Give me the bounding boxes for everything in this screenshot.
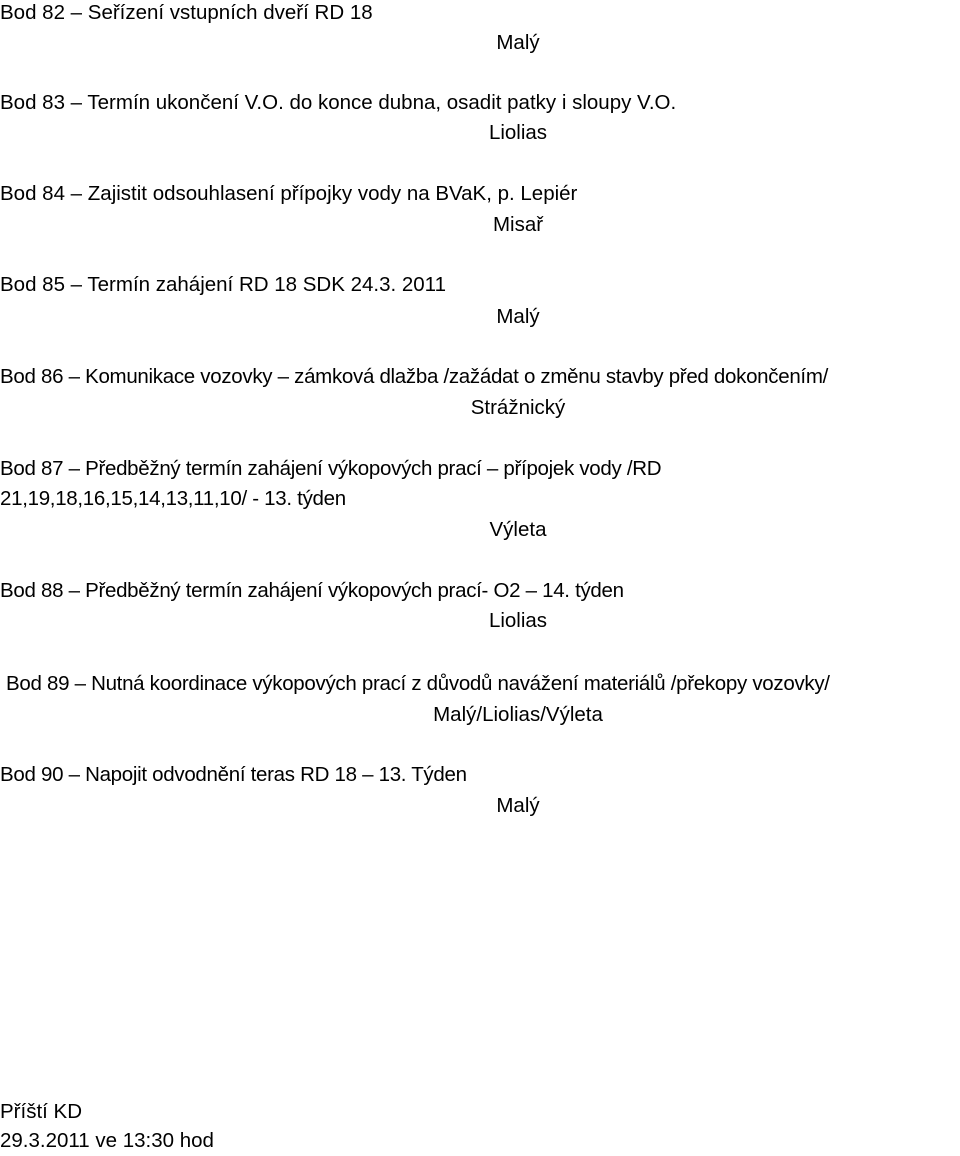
item-82-text: Bod 82 – Seřízení vstupních dveří RD 18 — [0, 1, 373, 24]
item-86-responsible: Strážnický — [470, 396, 566, 419]
item-83-text: Bod 83 – Termín ukončení V.O. do konce dubna, osadit patky i sloupy V.O. — [0, 91, 677, 114]
item-82-responsible: Malý — [496, 31, 540, 54]
item-90-responsible: Malý — [496, 794, 540, 817]
item-89-responsible: Malý/Liolias/Výleta — [433, 703, 603, 726]
item-90-text: Bod 90 – Napojit odvodnění teras RD 18 – 13. Týden — [0, 763, 467, 786]
item-84-text: Bod 84 – Zajistit odsouhlasení přípojky vody na BVaK, p. Lepiér — [0, 182, 578, 205]
item-83-responsible: Liolias — [488, 121, 548, 144]
item-87-responsible: Výleta — [489, 518, 547, 541]
next-meeting-label: Příští KD — [0, 1100, 83, 1123]
item-85-responsible: Malý — [496, 305, 540, 328]
item-86-text: Bod 86 – Komunikace vozovky – zámková dlažba /zažádat o změnu stavby před dokončením/ — [0, 365, 829, 388]
item-87-text-continued: 21,19,18,16,15,14,13,11,10/ - 13. týden — [0, 487, 346, 510]
item-89-text: Bod 89 – Nutná koordinace výkopových prací z důvodů navážení materiálů /překopy vozovky/ — [6, 672, 830, 695]
next-meeting-datetime: 29.3.2011 ve 13:30 hod — [0, 1129, 214, 1152]
item-88-responsible: Liolias — [488, 609, 548, 632]
item-85-text: Bod 85 – Termín zahájení RD 18 SDK 24.3. 2011 — [0, 273, 446, 296]
item-88-text: Bod 88 – Předběžný termín zahájení výkopových prací- O2 – 14. týden — [0, 579, 624, 602]
item-87-text: Bod 87 – Předběžný termín zahájení výkopových prací – přípojek vody /RD — [0, 457, 662, 480]
item-84-responsible: Misař — [492, 213, 544, 236]
